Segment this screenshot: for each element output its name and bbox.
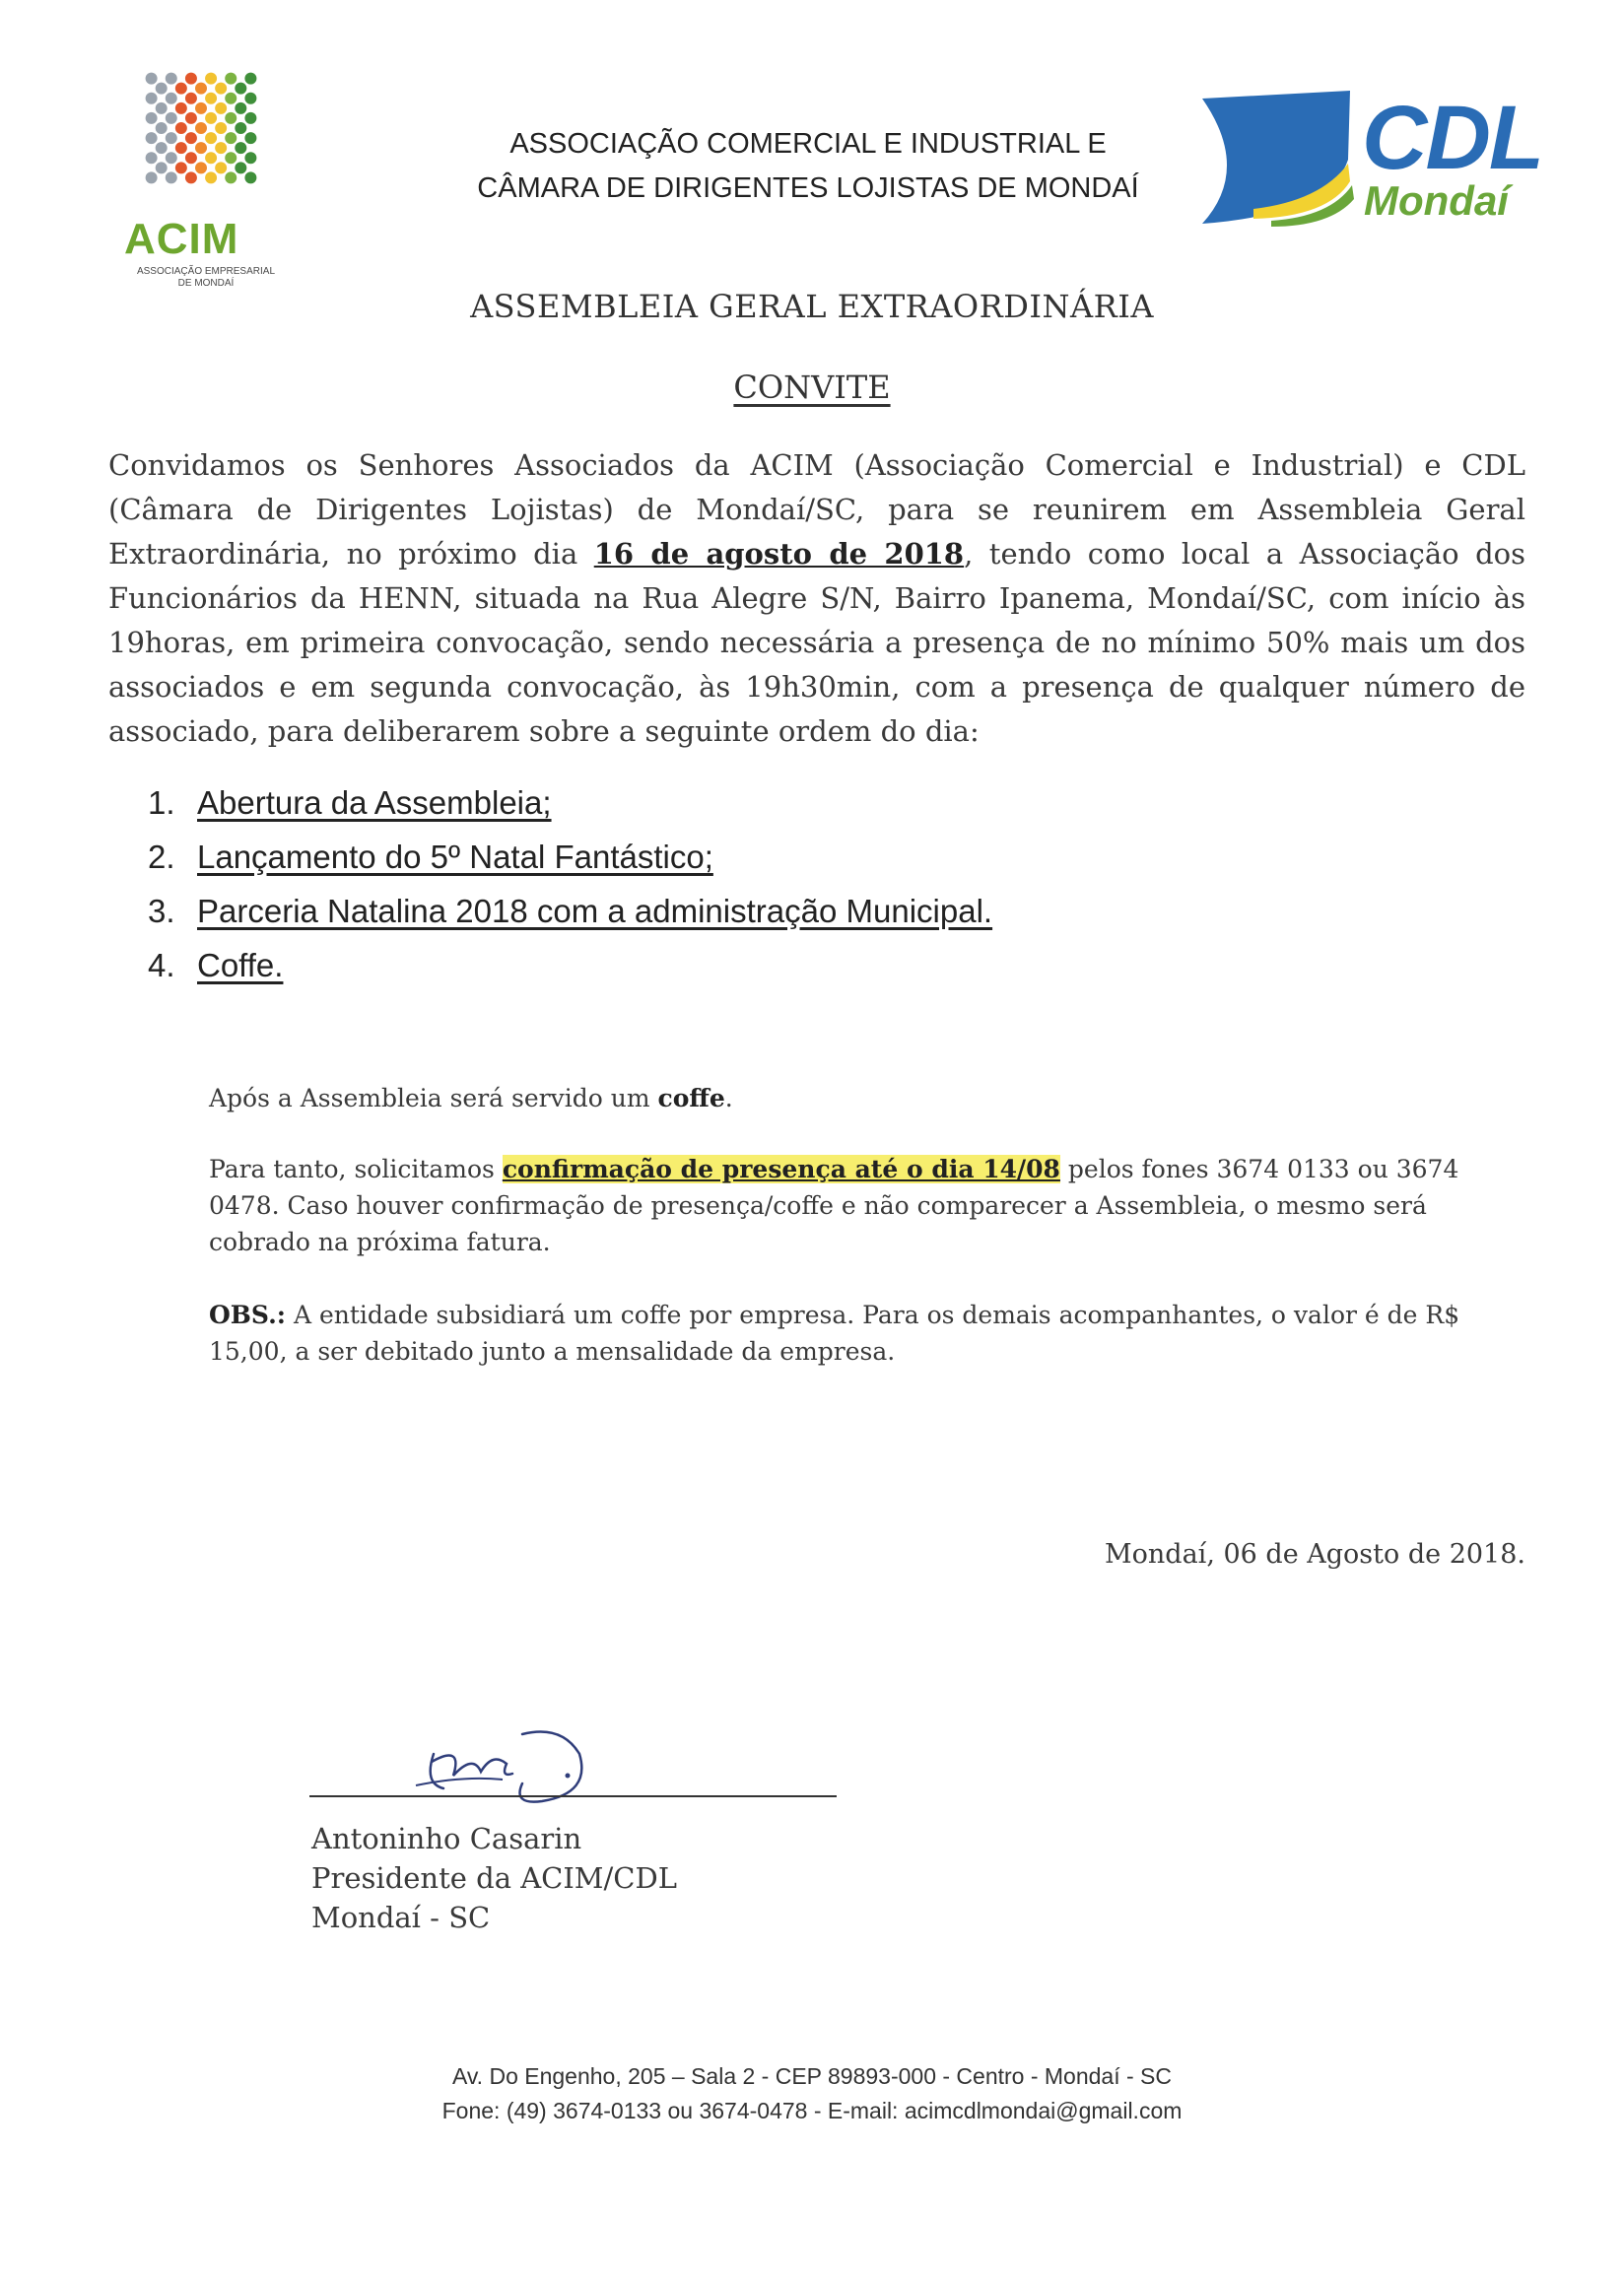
cdl-swoosh-icon — [1183, 91, 1370, 229]
acim-logo-dot — [166, 152, 177, 164]
coffee-note-text: Após a Assembleia será servido um — [209, 1084, 658, 1112]
acim-logo-dot — [166, 132, 177, 144]
cdl-city: Mondaí — [1364, 177, 1509, 224]
agenda-item — [148, 947, 1330, 1001]
acim-logo-dot — [166, 171, 177, 183]
header-title — [394, 122, 1222, 211]
obs-label: OBS.: — [209, 1301, 287, 1329]
intro-text-end: , tendo como local a Associação dos Funcionários da HENN, situada na Rua Alegre S/N, Bairro Ipanema, Mondaí/SC, com início às 19horas, em primeira convocação, sendo necessária a presença de no mínimo 50% mais um dos associados e em segunda convocação, às 19h30min, com a presença de qualquer número de associado, para deliberarem sobre a seguinte ordem do dia: — [108, 537, 1526, 748]
signer-role: Presidente da ACIM/CDL — [311, 1861, 677, 1895]
acim-logo-dot — [156, 83, 168, 95]
agenda-item-number: 1. — [148, 784, 175, 821]
signature-line — [309, 1795, 837, 1797]
acim-logo-dot — [166, 93, 177, 104]
acim-logo-dot — [175, 102, 187, 114]
coffee-note-bold: coffe — [657, 1084, 725, 1112]
confirmation-note — [209, 1151, 1490, 1260]
header-title-line1: ASSOCIAÇÃO COMERCIAL E INDUSTRIAL E — [509, 128, 1107, 160]
acim-logo-dot — [225, 152, 237, 164]
acim-logo-dot — [166, 112, 177, 124]
acim-logo-dot — [215, 162, 227, 173]
acim-subtitle — [112, 266, 300, 290]
acim-logo-dot — [185, 73, 197, 85]
acim-logo-dot — [225, 73, 237, 85]
cdl-wordmark: CDL — [1362, 88, 1543, 188]
signer-block — [311, 1819, 677, 1937]
footer — [0, 2059, 1624, 2128]
agenda-item-number: 3. — [148, 893, 175, 929]
acim-logo-dot — [244, 73, 256, 85]
acim-logo-dot — [146, 132, 158, 144]
acim-logo-dot — [175, 83, 187, 95]
acim-logo-dot — [166, 73, 177, 85]
footer-address: Av. Do Engenho, 205 – Sala 2 - CEP 89893-000 - Centro - Mondaí - SC — [451, 2063, 1173, 2089]
acim-logo-dot — [235, 102, 246, 114]
agenda-item-text: Coffe. — [197, 947, 284, 983]
footer-contact: Fone: (49) 3674-0133 ou 3674-0478 - E-mail: acimcdlmondai@gmail.com — [441, 2098, 1183, 2123]
acim-logo-dot — [225, 112, 237, 124]
signer-location: Mondaí - SC — [311, 1901, 491, 1934]
acim-logo-dot — [146, 152, 158, 164]
acim-subtitle-line1: ASSOCIAÇÃO EMPRESARIAL — [136, 266, 276, 277]
place-date: Mondaí, 06 de Agosto de 2018. — [1105, 1539, 1525, 1570]
acim-subtitle-line2: DE MONDAÍ — [177, 278, 235, 289]
acim-logo-dot — [146, 171, 158, 183]
acim-logo-dot — [175, 142, 187, 154]
acim-logo-dot — [244, 152, 256, 164]
obs-text: A entidade subsidiará um coffe por empresa. Para os demais acompanhantes, o valor é de R$ 15,00, a ser debitado junto a mensalidade da empresa. — [209, 1301, 1460, 1366]
acim-logo-dot — [185, 132, 197, 144]
acim-logo-dot — [156, 162, 168, 173]
acim-logo-dot — [235, 142, 246, 154]
acim-logo-dot — [156, 122, 168, 134]
acim-logo-dot — [205, 93, 217, 104]
acim-logo-dot — [185, 93, 197, 104]
acim-logo-dot — [215, 83, 227, 95]
intro-paragraph — [108, 443, 1525, 754]
signer-name: Antoninho Casarin — [311, 1822, 582, 1855]
acim-wordmark: ACIM — [124, 215, 239, 263]
acim-logo-dot — [244, 132, 256, 144]
document-subtitle: CONVITE — [733, 369, 891, 406]
acim-logo-dot — [205, 171, 217, 183]
acim-logo-dot — [195, 102, 207, 114]
acim-logo-dot — [235, 83, 246, 95]
acim-logo-dot — [175, 162, 187, 173]
acim-logo-dot — [175, 122, 187, 134]
acim-logo-dot — [225, 171, 237, 183]
acim-logo-dot — [215, 102, 227, 114]
acim-logo-dot — [195, 122, 207, 134]
acim-logo-dot — [205, 132, 217, 144]
intro-text-start: Convidamos os Senhores Associados da ACIM (Associação Comercial e Industrial) e CDL (Câmara de Dirigentes Lojistas) de Mondaí/SC, para se reunirem em Assembleia Geral Extraordinária, no próximo dia — [108, 448, 1525, 571]
agenda-item-number: 2. — [148, 839, 175, 875]
confirmation-note-start: Para tanto, solicitamos — [209, 1155, 503, 1183]
acim-logo-dot — [225, 132, 237, 144]
acim-logo-dot — [185, 112, 197, 124]
acim-logo-dot — [235, 162, 246, 173]
acim-logo-dot — [215, 122, 227, 134]
header-title-line2: CÂMARA DE DIRIGENTES LOJISTAS DE MONDAÍ — [477, 172, 1139, 204]
coffee-note-end: . — [724, 1084, 733, 1112]
confirmation-deadline-highlight: confirmação de presença até o dia 14/08 — [502, 1155, 1060, 1183]
acim-logo-dot — [156, 142, 168, 154]
agenda-item-text: Parceria Natalina 2018 com a administração Municipal. — [197, 893, 993, 929]
agenda-item-text: Lançamento do 5º Natal Fantástico; — [197, 839, 713, 875]
acim-logo-dot — [195, 83, 207, 95]
acim-logo-dot — [185, 171, 197, 183]
acim-logo-dot — [244, 112, 256, 124]
acim-logo-dot — [156, 102, 168, 114]
acim-logo-dot — [205, 112, 217, 124]
acim-logo-dot — [146, 73, 158, 85]
acim-logo-dot — [244, 171, 256, 183]
acim-logo — [102, 49, 300, 296]
acim-logo-dot — [244, 93, 256, 104]
acim-logo-dot — [225, 93, 237, 104]
acim-logo-dot — [146, 112, 158, 124]
obs-note — [209, 1297, 1490, 1370]
agenda-item-number: 4. — [148, 947, 175, 983]
cdl-logo — [1183, 88, 1557, 238]
acim-logo-dot — [195, 142, 207, 154]
acim-logo-dot — [215, 142, 227, 154]
agenda-item — [148, 784, 1330, 839]
meeting-date: 16 de agosto de 2018 — [593, 537, 965, 571]
acim-logo-dot — [195, 162, 207, 173]
agenda-item-text: Abertura da Assembleia; — [197, 784, 552, 821]
acim-logo-dot — [205, 152, 217, 164]
acim-logo-dot — [185, 152, 197, 164]
document-title: ASSEMBLEIA GERAL EXTRAORDINÁRIA — [470, 288, 1154, 325]
acim-logo-dot — [146, 93, 158, 104]
acim-logo-dot — [205, 73, 217, 85]
acim-logo-dot — [235, 122, 246, 134]
agenda-list — [148, 784, 1330, 1001]
agenda-item — [148, 839, 1330, 893]
handwritten-signature-icon — [404, 1714, 641, 1813]
acim-dot-grid-icon — [102, 49, 300, 217]
confirmation-note-end: pelos fones 3674 0133 ou 3674 0478. Caso houver confirmação de presença/coffe e não comparecer a Assembleia, o mesmo será cobrado na próxima fatura. — [209, 1155, 1459, 1256]
agenda-item — [148, 893, 1330, 947]
coffee-note — [209, 1080, 1490, 1116]
